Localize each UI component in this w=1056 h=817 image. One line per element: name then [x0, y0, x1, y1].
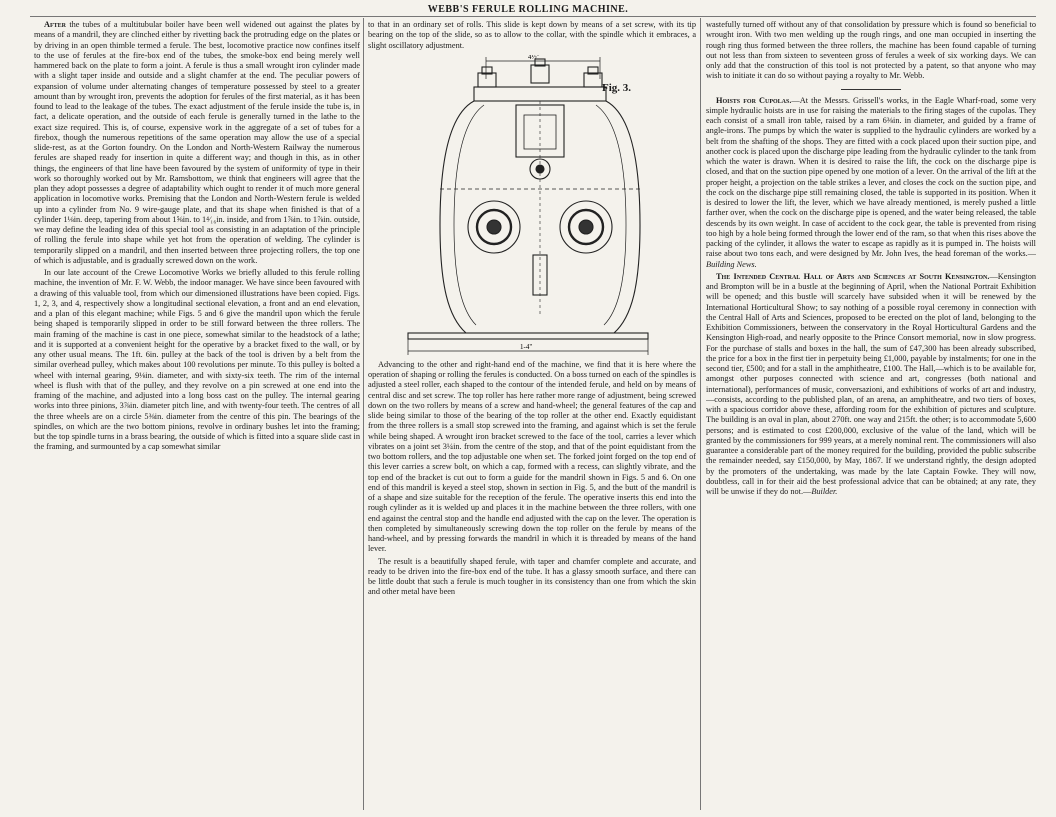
- section-separator: [841, 89, 901, 90]
- machine-drawing: [378, 55, 678, 357]
- paragraph-text: —Kensington and Brompton will be in a bustle at the beginning of April, when the National Portrait Exhibition will be opened; and this bustle will scarcely have subsided when it will be renewed by the International Horticultural Show; to say nothing of a possible royal ceremony in connection with the Central Hall of Arts and Sciences, proposed to be erected on the plot of land, belonging to the Exhibition Commissioners, between the conservatory in the Royal Horticultural Gardens and the Kensington High-road, and nearly opposite to the Prince Consort memorial, now in slow progress. For the purchase of stalls and boxes in the hall, the sum of £47,300 has been already subscribed, the price for a box in the first tier in perpetuity being £1,000, payable by instalments; for one in the second tier, £500; and for a stall in the amphitheatre, £100. The Hall,—which is to be available for, amongst other purposes connected with science and art, congresses (both national and international), performances of music, conversazioni, and exhibitions of works of art and industry, —consists, according to the published plan, of an arena, an amphitheatre, and two tiers of boxes, with a spacious corridor above these, affording room for the exhibition of pictures and sculpture. The building is an oval in plan, about 270ft. one way and 215ft. the other; is to accommodate 5,600 persons; and is estimated to cost £200,000, exclusive of the value of the land, which will be granted by the commissioners for 999 years, at a merely nominal rent. The commissioners will also guarantee a considerable part of the money required for the building, provided the public subscribe the remainder needed, say £150,000, by May, 1867. If we understand rightly, the design adopted by the promoters of the undertaking, was made by the late Captain Fowke. They will now, doubtless, call in for their aid the best professional advice that can be obtained; at any rate, they will be unwise if they do not.—: [706, 271, 1036, 496]
- article-paragraph: to that in an ordinary set of rolls. This slide is kept down by means of a set screw, with its tip bearing on the top of the slide, so as to allow to the collar, with the spindle which it embraces, a slight oscillatory adjustment.: [368, 20, 696, 50]
- column-one: [34, 20, 360, 810]
- article-paragraph: [34, 20, 360, 266]
- dim-bottom-label: 1-4": [520, 342, 533, 351]
- article-paragraph: wastefully turned off without any of that consolidation by pressure which is found so beneficial to wrought iron. With two men welding up the rough rings, and one man occupied in inserting the rough ring thus formed between the three rollers, the machine has been found capable of turning out not less than from sixteen to seventeen gross of ferules a week of six working days. We can only add that the construction of this tool is not protected by a patent, so that anyone who may wish to initiate it can do so without paying a royalty to Mr. Webb.: [706, 20, 1036, 81]
- paragraph-text: the tubes of a multitubular boiler have been well widened out against the plates by means of a mandril, they are clinched either by rivetting back the protruding edge on the plates or by driving in an open thimble termed a ferule. The best, locomotive practice now confines itself to the use of ferules at the fire-box end of the tubes, the smoke-box end being merely well hammered back on the plate to form a joint. A ferule is thus a small wrought iron cylinder made with a slight taper inside and outside and a slight chamfer at the end. The peculiar powers of expansion of volume under alternating changes of temperature possessed by steel to a greater amount than by wrought iron, prevents the adoption for ferules of the first material, as it has been found to lead to the leakage of the tubes. The exact adjustment of the ferule inside the tube is, in fact, a delicate operation, and the outside of each ferule is generally turned in the lathe to the exact size required. This is, of course, expensive work in the aggregate of a set of tubes for a firebox, though the numerous repetitions of the same operation may allow the use of a special slide-rest, as at the Gorton foundry. On the London and North-Western Railway the numerous ferules are shaped ready for insertion in quite a different way; and though in this, as in other things, the engineers of that line have been favoured by the system of uniformity of type in their work so thoroughly worked out by Mr. Ramsbottom, we think that engineers will agree that the plan they adopt possesses a degree of adaptability which ought to render it of much more general application in locomotive works. Premising that the London and North-Western ferule is welded up into a cylinder from No. 9 wire-gauge plate, and that its shape when finished is that of a cylinder 1⅛in. deep, tapering from about 1⅝in. to 1⁴⁄₁₆in. inside, and from 1⅞in. to 1⅞in. outside, we may define the leading idea of this special tool as consisting in an adaptation of the principle of rolling the ferule into shape while yet hot from the operation of welding. The cylinder is temporarily slipped on a mandril, and then inserted between three projecting rollers, the top one of which is adjustable, and is gradually screwed down on the work.: [34, 20, 360, 265]
- article-paragraph: [706, 96, 1036, 270]
- article-paragraph: Advancing to the other and right-hand end of the machine, we find that it is here where the operation of shaping or rolling the ferules is conducted. On a boss turned on each of the spindles is adjusted a steel roller, each shaped to the contour of the intended ferule, and held on by means of central disc and set screw. The top roller has here rather more range of adjustment, being screwed down on the two rollers by means of a screw and hand-wheel; the general features of the cap and slide being similar to those of the bearing of the top roller at the other end. Exactly equidistant from the three rollers is a small stop screwed into the framing, and against which is set the ferule while being shaped. A wrought iron bracket screwed to the face of the tool, carries a lever which vibrates on a joint set 3¼in. from the centre of the stop, and that of the point equidistant from the two bottom rollers, and the top adjustable one when set. The forked joint forged on the top end of this lever carries a screw bolt, on which a cap, formed with a recess, can slightly vibrate, and the top end of the bracket is cut out to form a guide for the mandril shown in Figs. 5 and 6. On one end of this mandril is keyed a steel stop, shown in section in Fig. 5, and the butt of the mandril is of a shape and size suitable for the reception of the ferule. The operative inserts this end into the rough cylinder as it is welded up and places it in the machine between the three rollers, with one end against the central stop and the handle end adjusted with the cap on the lever. The operation is then completed by simultaneously screwing down the top roller on the ferule by means of the hand-wheel, and by pressing forwards the mandril in which it is threaded by means of the hand lever.: [368, 359, 696, 554]
- column-rule-left: [363, 18, 364, 810]
- article-paragraph: The result is a beautifully shaped ferule, with taper and chamfer complete and accurate, and ready to be driven into the fire-box end of the tube. It has a glassy smooth surface, and there can be little doubt that such a ferule is much tougher in its consistency than one from which the skin and other metal have been: [368, 556, 696, 597]
- column-three: [706, 20, 1036, 810]
- figure-3: [378, 55, 678, 357]
- column-two: [368, 20, 696, 810]
- section-heading: Hoists for Cupolas.: [716, 95, 792, 105]
- header-rule: [30, 16, 1036, 17]
- article-paragraph: [706, 272, 1036, 498]
- article-paragraph: In our late account of the Crewe Locomotive Works we briefly alluded to this ferule rolling machine, the invention of Mr. F. W. Webb, the indoor manager. We have since been favoured with a drawing of this valuable tool, from which our dimensioned illustrations have been copied. Figs. 1, 2, 3, and 4, respectively show a longitudinal sectional elevation, a front and an end elevation, and a plan of this elegant machine; while Figs. 5 and 6 give the mandril upon which the ferule being shaped is temporarily slipped in order to be still forward between the three rollers. The main framing of the machine is cast in one piece, somewhat similar to the headstock of a lathe; and it is supported at a convenient height for the operative by a bracket fixed to the wall, or by any other usual means. The 1ft. 6in. pulley at the back of the tool is driven by a belt from the similar overhead pulley, which makes about 100 revolutions per minute. To this pulley is bolted a wheel with internal gearing, 9⅛in. diameter, and with sixty-six teeth. The rim of the internal wheel is flush with that of the pulley, and they revolve on a pin screwed at one end into the framing of the machine, and adjusted into a long boss cast on the pulley. The internal gearing works into three pinions, 3⅞in. diameter pitch line, and with twenty-four teeth. The centres of all the three wheels are on a circle 5⅜in. diameter from the centre of this pin. The bearings of the spindles, on which are the two bottom pinions, revolve in ordinary bushes let into the framing; but the top spindle turns in a brass bearing, the outside of which is fitted into a square slide cast in the framing, and surmounted by a cap somewhat similar: [34, 268, 360, 452]
- source-credit: Building News.: [706, 259, 757, 269]
- paragraph-text: —At the Messrs. Grissell's works, in the Eagle Wharf-road, some very simple hydraulic hoists are in use for raising the materials to the firing stages of the cupolas. They each consist of a small iron table, raised by a ram 6⅜in. in diameter, and guided by a frame of angle-irons. The pumps by which the water is supplied to the hydraulic cylinders are worked by a belt from the shafting of the shops. They are fitted with a cock placed upon their suction pipe, and another cock is placed upon the discharge pipe leading from the hydraulic cylinder to the tank from which the water is drawn. When it is desired to raise the lift, the cock on the discharge pipe is closed, and that on the suction pipe opened by one motion of a lever. On the arrival of the lift at the proper height, a projection on the table strikes a lever, and closes the cock on the suction pipe, and the cock on the discharge pipe still remaining closed, the table is supported in its position. When it is desired to lower the lift, the lever, which we have already mentioned, is merely pushed a little farther over, when the cock on the discharge pipe is opened, and the water being released, the table descends by its own weight. In case of accident to the cock gear, the table is prevented from rising too high by a hole being formed through the lower end of the ram, so that when this rises above the packing of the cylinder, it allows the water to escape as rapidly as it is pumped in. The hoists will raise about two tons each, and were designed by Mr. John Ives, the head foreman of the works.—: [706, 95, 1036, 259]
- figure-label: Fig. 3.: [602, 81, 632, 94]
- lead-word: After: [44, 20, 66, 29]
- dim-top-label: 4½": [528, 54, 540, 61]
- page-header: WEBB'S FERULE ROLLING MACHINE.: [427, 4, 629, 15]
- column-rule-right: [700, 18, 701, 810]
- section-heading: The Intended Central Hall of Arts and Sciences at South Kensington.: [716, 271, 990, 281]
- source-credit: Builder.: [811, 487, 838, 496]
